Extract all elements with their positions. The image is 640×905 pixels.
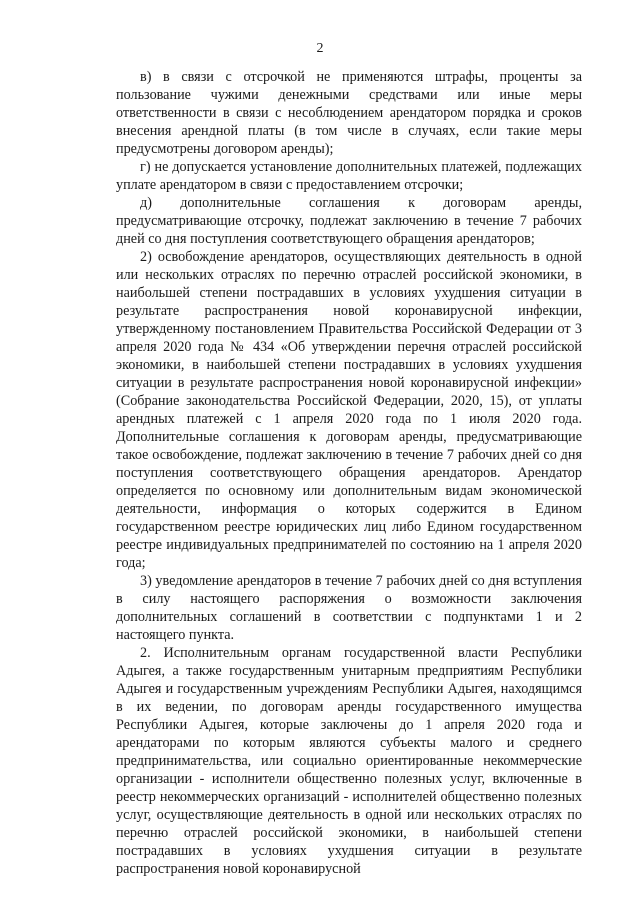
page-number: 2 bbox=[316, 41, 324, 56]
paragraph-g: г) не допускается установление дополнительных платежей, подлежащих уплате арендатором в связи с предоставлением отсрочки; bbox=[116, 159, 582, 193]
paragraph-point-2: 2. Исполнительным органам государственной власти Республики Адыгея, а также государственным унитарным предприятиям Республики Адыгея и государственным учреждениям Республики Адыгея, находящимся в их ведении, по договорам аренды государственного имущества Республики Адыгея, которые заключены до 1 апреля 2020 года и арендаторами по которым являются субъекты малого и среднего предпринимательства, или социально ориентированные некоммерческие организации - исполнители общественно полезных услуг, включенные в реестр некоммерческих организаций - исполнителей общественно полезных услуг, осуществляющие деятельность в одной или нескольких отраслях по перечню отраслей российской экономики, в наибольшей степени пострадавших в условиях ухудшения ситуации в результате распространения новой коронавирусной bbox=[116, 645, 582, 877]
paragraph-3-notification: 3) уведомление арендаторов в течение 7 рабочих дней со дня вступления в силу настоящего распоряжения о возможности заключения дополнительных соглашений в соответствии с подпунктами 1 и 2 настоящего пункта. bbox=[116, 573, 582, 643]
paragraph-2-exemption: 2) освобождение арендаторов, осуществляющих деятельность в одной или нескольких отраслях по перечню отраслей российской экономики, в наибольшей степени пострадавших в условиях ухудшения ситуации в результате распространения новой коронавирусной инфекции, утвержденному постановлением Правительства Российской Федерации от 3 апреля 2020 года № 434 «Об утверждении перечня отраслей российской экономики, в наибольшей степени пострадавших в условиях ухудшения ситуации в результате распространения новой коронавирусной инфекции» (Собрание законодательства Российской Федерации, 2020, 15), от уплаты арендных платежей с 1 апреля 2020 года по 1 июля 2020 года. Дополнительные соглашения к договорам аренды, предусматривающие такое освобождение, подлежат заключению в течение 7 рабочих дней со дня поступления соответствующего обращения арендаторов. Арендатор определяется по основному или дополнительным видам экономической деятельности, информация о которых содержится в Едином государственном реестре юридических лиц либо Едином государственном реестре индивидуальных предпринимателей по состоянию на 1 апреля 2020 года; bbox=[116, 249, 582, 571]
paragraph-d: д) дополнительные соглашения к договорам аренды, предусматривающие отсрочку, подлежат заключению в течение 7 рабочих дней со дня поступления соответствующего обращения арендаторов; bbox=[116, 195, 582, 247]
paragraph-v: в) в связи с отсрочкой не применяются штрафы, проценты за пользование чужими денежными средствами или иные меры ответственности в связи с несоблюдением арендатором порядка и сроков внесения арендной платы (в том числе в случаях, если такие меры предусмотрены договором аренды); bbox=[116, 69, 582, 157]
document-body bbox=[116, 68, 582, 878]
